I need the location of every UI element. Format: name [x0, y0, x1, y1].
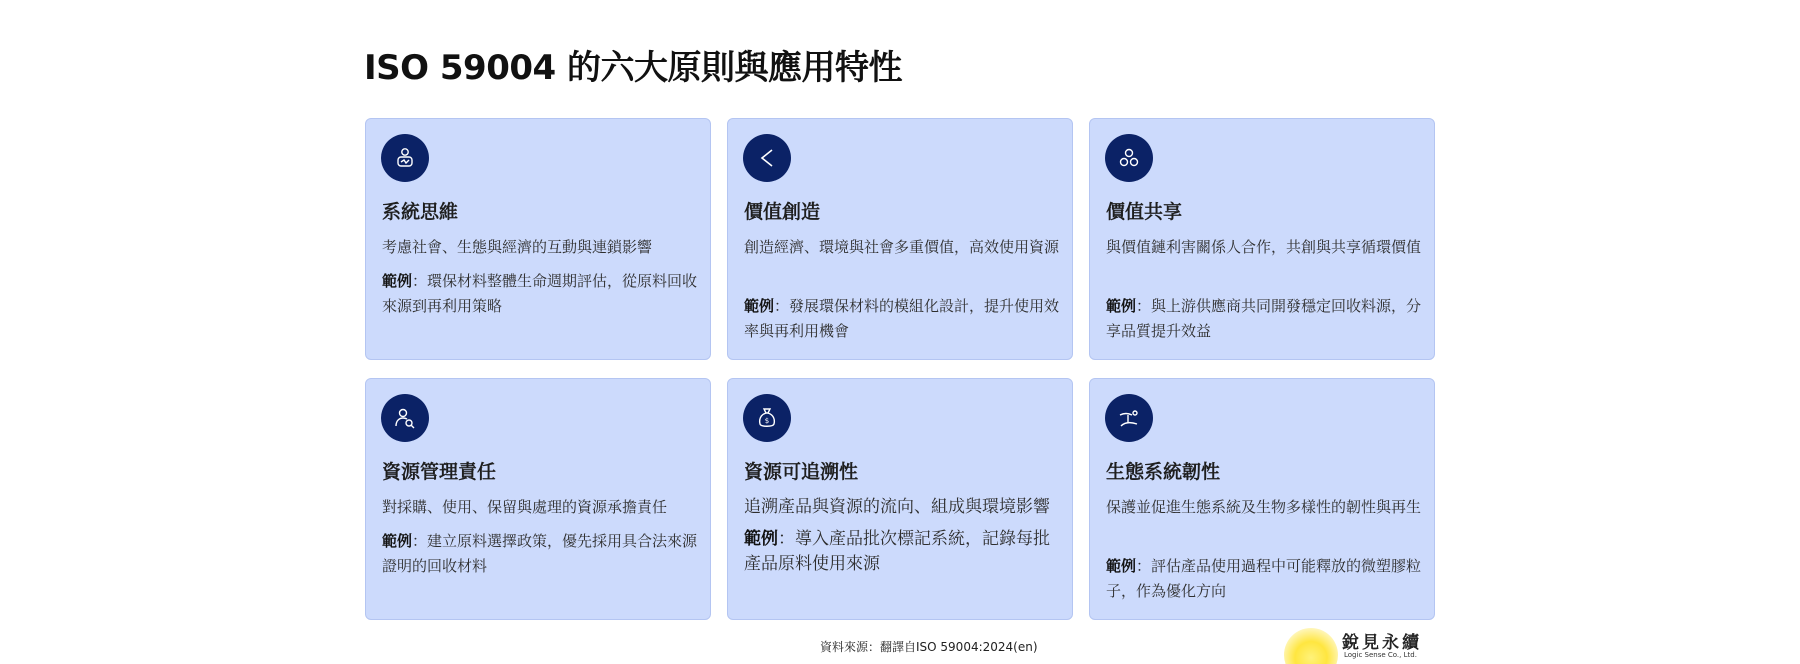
- chevron-left-icon: [743, 134, 791, 182]
- example-text: ：評估產品使用過程中可能釋放的微塑膠粒子，作為優化方向: [1106, 557, 1422, 600]
- user-search-icon: [381, 394, 429, 442]
- card-description: 與價值鏈利害關係人合作，共創與共享循環價值: [1106, 238, 1422, 256]
- card-description: 保護並促進生態系統及生物多樣性的韌性與再生: [1106, 498, 1422, 516]
- card-description: 創造經濟、環境與社會多重價值，高效使用資源: [744, 238, 1060, 256]
- example-label: 範例: [382, 532, 413, 550]
- example-label: 範例: [382, 272, 413, 290]
- example-label: 範例: [744, 297, 775, 315]
- example-text: ：導入產品批次標記系統，記錄每批產品原料使用來源: [744, 529, 1050, 574]
- principle-card-resource-stewardship: [365, 378, 711, 620]
- source-note: 資料來源：翻譯自ISO 59004:2024(en): [820, 640, 1038, 654]
- card-description: 對採購、使用、保留與處理的資源承擔責任: [382, 498, 668, 516]
- example-label: 範例: [1106, 297, 1137, 315]
- principle-card-value-creation: [727, 118, 1073, 360]
- principle-card-value-sharing: [1089, 118, 1435, 360]
- card-example: [744, 527, 1066, 577]
- example-text: ：環保材料整體生命週期評估，從原料回收來源到再利用策略: [382, 272, 698, 315]
- example-text: ：發展環保材料的模組化設計，提升使用效率與再利用機會: [744, 297, 1060, 340]
- example-label: 範例: [1106, 557, 1137, 575]
- card-example: [382, 269, 704, 319]
- logo-english-name: Logic Sense Co., Ltd.: [1344, 651, 1417, 659]
- systems-thinking-icon: [381, 134, 429, 182]
- money-bag-icon: [743, 394, 791, 442]
- principle-card-ecosystem-resilience: [1089, 378, 1435, 620]
- card-title: 資源管理責任: [382, 461, 497, 483]
- value-sharing-icon: [1105, 134, 1153, 182]
- card-example: [1106, 554, 1428, 604]
- company-logo: [1284, 624, 1490, 664]
- page-title: ISO 59004 的六大原則與應用特性: [364, 48, 903, 88]
- card-title: 資源可追溯性: [744, 461, 859, 483]
- svg-text:$: $: [764, 417, 770, 425]
- card-title: 價值共享: [1106, 201, 1183, 223]
- example-text: ：建立原料選擇政策，優先採用具合法來源證明的回收材料: [382, 532, 698, 575]
- card-title: 生態系統韌性: [1106, 461, 1221, 483]
- card-description: 追溯產品與資源的流向、組成與環境影響: [744, 497, 1050, 517]
- card-title: 價值創造: [744, 201, 821, 223]
- logo-name: 銳見永續: [1342, 633, 1422, 653]
- card-example: [1106, 294, 1428, 344]
- card-example: [744, 294, 1066, 344]
- card-title: 系統思維: [382, 201, 459, 223]
- sun-logo-icon: [1284, 628, 1338, 664]
- example-label: 範例: [744, 529, 778, 549]
- principle-card-traceability: [727, 378, 1073, 620]
- example-text: ：與上游供應商共同開發穩定回收料源，分享品質提升效益: [1106, 297, 1422, 340]
- principle-card-systems-thinking: [365, 118, 711, 360]
- ecosystem-resilience-icon: [1105, 394, 1153, 442]
- card-description: 考慮社會、生態與經濟的互動與連鎖影響: [382, 238, 653, 256]
- card-example: [382, 529, 704, 579]
